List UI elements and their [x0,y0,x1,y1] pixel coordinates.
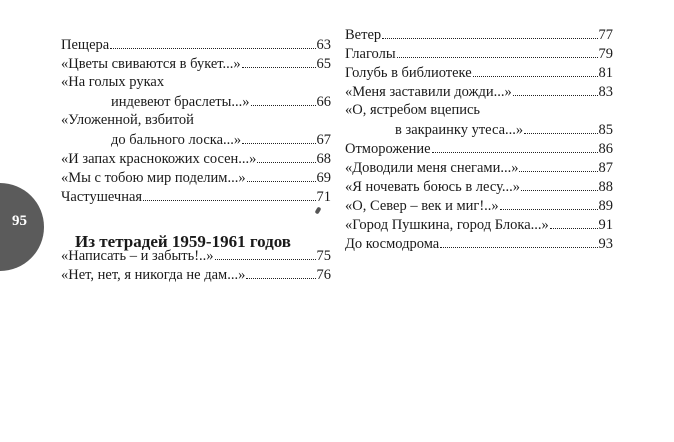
toc-entry-page: 89 [598,198,613,214]
toc-entry-title: до бального лоска...» [111,132,242,148]
print-speck [315,206,322,214]
dot-leader [521,177,597,191]
toc-entry-page: 68 [316,151,331,167]
dot-leader [143,187,315,201]
dot-leader [519,158,597,172]
dot-leader [524,120,597,134]
toc-entry-page: 81 [598,65,613,81]
dot-leader [550,215,598,229]
toc-entry-page: 63 [316,37,331,53]
toc-entry-title: в закраинку утеса...» [395,122,524,138]
toc-entry-page: 69 [316,170,331,186]
toc-entry-title: «Мы с тобою мир поделим...» [61,170,246,186]
dot-leader [242,54,316,68]
toc-entry-page: 75 [316,248,331,264]
toc-entry [345,215,613,234]
dot-leader [397,44,598,58]
toc-entry [61,149,331,168]
toc-entry [61,92,331,111]
toc-entry-title-line: «Уложенной, взбитой [61,112,194,128]
toc-entry [345,63,613,82]
toc-entry-title: «Нет, нет, я никогда не дам...» [61,267,246,283]
toc-entry-title: «Меня заставили дожди...» [345,84,512,100]
toc-entry-page: 88 [598,179,613,195]
dot-leader [432,139,598,153]
toc-section-column [61,246,331,284]
dot-leader [473,63,598,77]
toc-entry [345,139,613,158]
toc-entry-page: 86 [598,141,613,157]
toc-entry-title: «Доводили меня снегами...» [345,160,519,176]
toc-entry-title: Пещера [61,37,110,53]
toc-entry-page: 91 [598,217,613,233]
toc-entry-title: «О, Север – век и миг!..» [345,198,499,214]
page-number: 95 [12,213,27,229]
toc-entry-title: Глаголы [345,46,396,62]
toc-entry [345,44,613,63]
toc-entry-title: «Город Пушкина, город Блока...» [345,217,549,233]
dot-leader [110,35,315,49]
toc-entry-page: 76 [316,267,331,283]
toc-entry-title: До космодрома [345,236,440,252]
toc-entry-page: 66 [316,94,331,110]
toc-entry-title-line: «О, ястребом вцепись [345,102,481,118]
toc-entry-page: 65 [316,56,331,72]
toc-entry-title: «Цветы свиваются в букет...» [61,56,241,72]
toc-entry-title: «И запах краснокожих сосен...» [61,151,257,167]
toc-entry-page: 79 [598,46,613,62]
toc-entry [345,82,613,101]
toc-entry-title: индевеют браслеты...» [111,94,250,110]
toc-entry [345,25,613,44]
toc-entry-page: 87 [598,160,613,176]
toc-entry-title-line: «На голых руках [61,74,165,90]
toc-entry-page: 85 [598,122,613,138]
toc-entry-page: 67 [316,132,331,148]
dot-leader [500,196,598,210]
dot-leader [382,25,597,39]
toc-entry [345,120,613,139]
dot-leader [440,234,597,248]
toc-entry [61,130,331,149]
toc-entry [345,158,613,177]
toc-entry-page: 83 [598,84,613,100]
toc-entry [61,168,331,187]
toc-entry-title: Голубь в библиотеке [345,65,472,81]
section-title: Из тетрадей 1959-1961 годов [75,232,291,251]
dot-leader [247,168,316,182]
toc-entry-page: 71 [316,189,331,205]
toc-right-column [345,25,613,253]
toc-entry [61,265,331,284]
toc-entry [61,187,331,206]
toc-entry [61,35,331,54]
dot-leader [246,265,315,279]
dot-leader [242,130,315,144]
toc-left-column [61,35,331,206]
toc-entry-page: 93 [598,236,613,252]
toc-entry [61,246,331,265]
toc-entry-title: «Я ночевать боюсь в лесу...» [345,179,521,195]
toc-entry-title: Отморожение [345,141,431,157]
toc-entry [61,54,331,73]
toc-entry [345,177,613,196]
dot-leader [215,246,316,260]
toc-entry-title: Частушечная [61,189,143,205]
toc-entry [345,196,613,215]
dot-leader [257,149,315,163]
dot-leader [513,82,598,96]
toc-entry-page: 77 [598,27,613,43]
toc-entry [345,234,613,253]
dot-leader [251,92,316,106]
toc-entry-title: Ветер [345,27,382,43]
toc-entry-title: «Написать – и забыть!..» [61,248,214,264]
